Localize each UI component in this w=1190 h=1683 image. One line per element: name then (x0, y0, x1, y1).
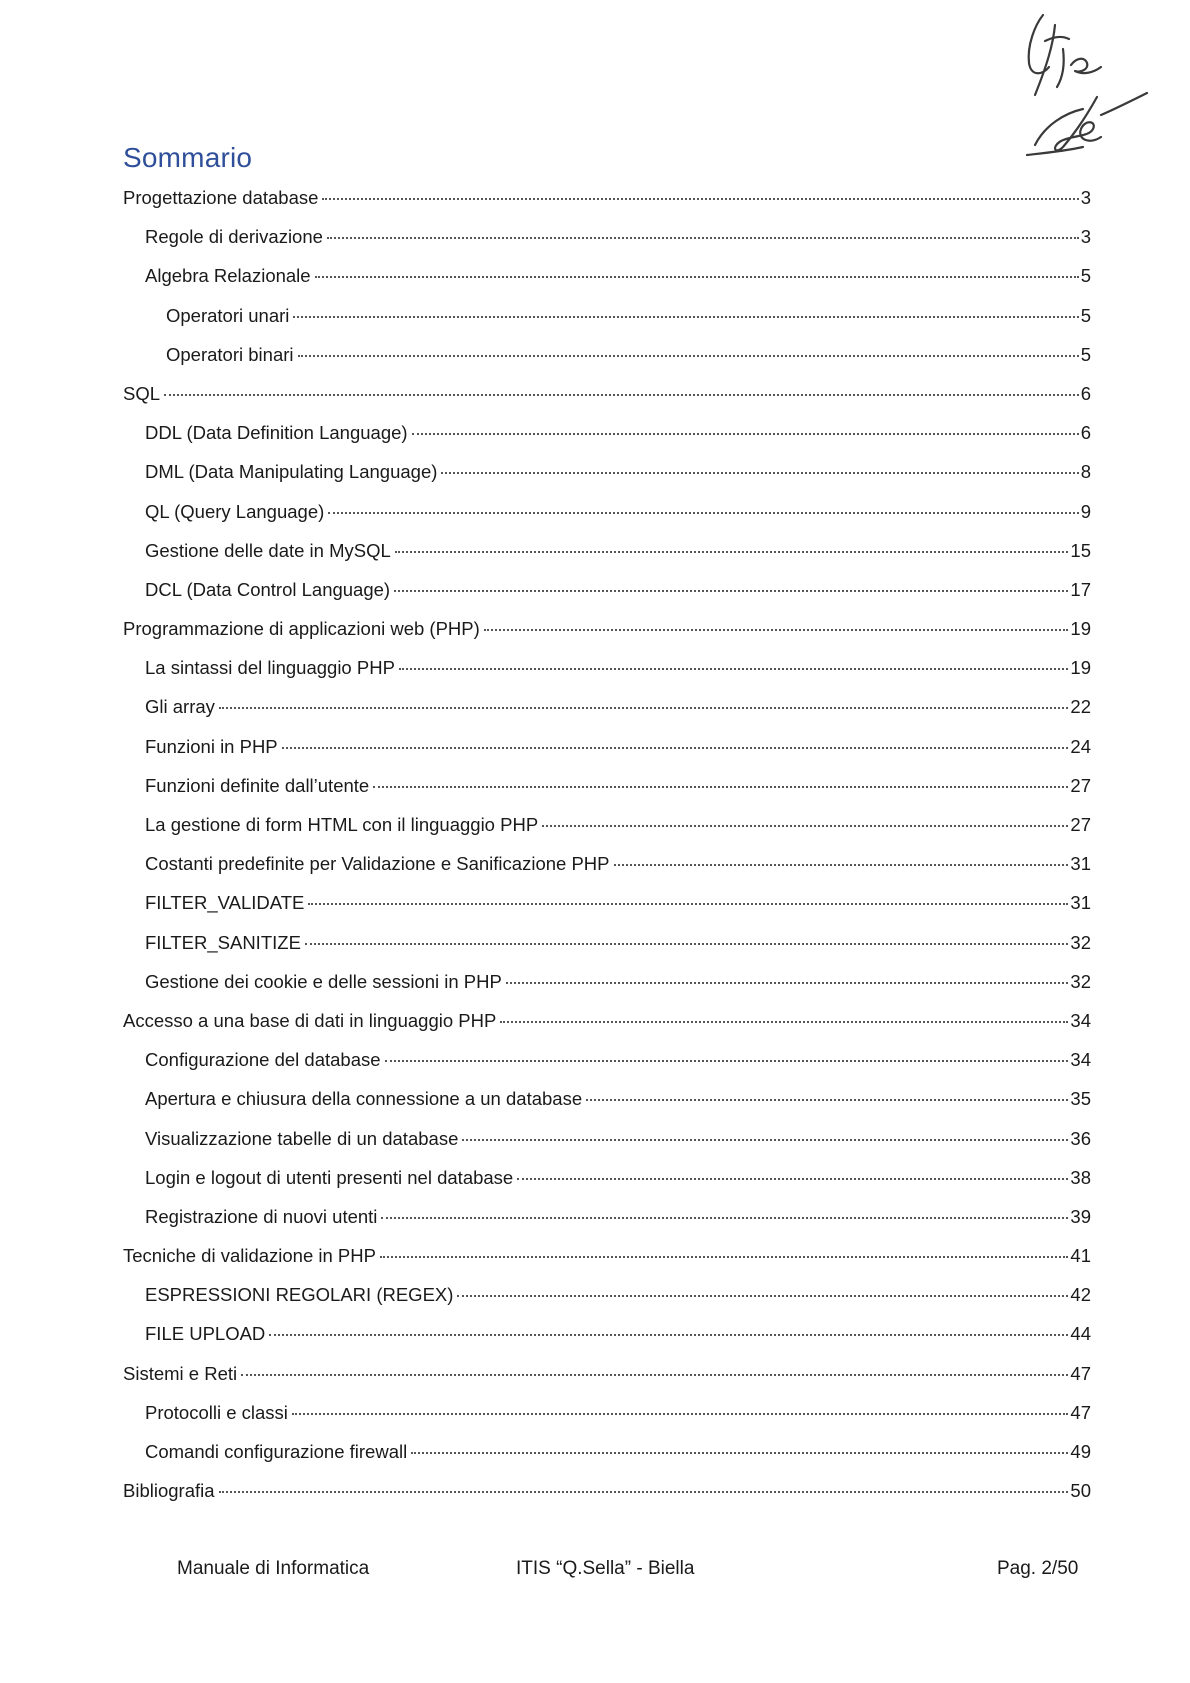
toc-entry[interactable] (123, 1128, 1091, 1167)
toc-entry-title: Sistemi e Reti (123, 1362, 238, 1384)
toc-entry-title: Protocolli e classi (145, 1401, 288, 1423)
toc-entry-page: 47 (1070, 1362, 1091, 1384)
toc-entry[interactable] (123, 814, 1091, 853)
toc-entry-page: 39 (1070, 1205, 1091, 1227)
toc-entry-page: 8 (1080, 461, 1091, 483)
toc-dot-leader (399, 668, 1069, 670)
toc-entry-page: 5 (1080, 343, 1091, 365)
toc-entry-title: FILE UPLOAD (145, 1323, 266, 1345)
toc-entry-page: 15 (1070, 539, 1091, 561)
toc-entry-title: La gestione di form HTML con il linguaggio PHP (145, 814, 539, 835)
toc-entry-page: 36 (1070, 1127, 1091, 1149)
toc-dot-leader (322, 198, 1078, 200)
toc-entry-page: 35 (1070, 1088, 1091, 1110)
toc-entry[interactable] (123, 971, 1091, 1010)
toc-entry[interactable] (123, 344, 1091, 383)
toc-entry-title: Progettazione database (123, 187, 319, 208)
toc-entry-title: Funzioni definite dall’utente (145, 774, 370, 796)
toc-entry-page: 32 (1070, 970, 1091, 992)
toc-entry[interactable] (123, 736, 1091, 775)
toc-entry-title: Regole di derivazione (145, 226, 323, 248)
toc-dot-leader (394, 590, 1068, 592)
toc-entry[interactable] (123, 1284, 1091, 1323)
toc-entry-title: Gli array (145, 696, 215, 718)
toc-entry-title: ESPRESSIONI REGOLARI (REGEX) (145, 1284, 454, 1306)
toc-dot-leader (219, 1491, 1069, 1493)
toc-entry-page: 6 (1080, 382, 1091, 404)
toc-entry[interactable] (123, 383, 1091, 422)
toc-dot-leader (412, 433, 1079, 435)
toc-entry[interactable] (123, 422, 1091, 461)
toc-entry-title: DCL (Data Control Language) (145, 578, 391, 600)
toc-entry[interactable] (123, 461, 1091, 500)
footer-school: ITIS “Q.Sella” - Biella (516, 1558, 695, 1579)
toc-entry-page: 31 (1070, 892, 1091, 914)
toc-entry[interactable] (123, 1167, 1091, 1206)
toc-entry[interactable] (123, 932, 1091, 971)
toc-entry-title: Gestione delle date in MySQL (145, 539, 391, 561)
toc-entry-title: Visualizzazione tabelle di un database (145, 1127, 459, 1149)
toc-dot-leader (462, 1139, 1068, 1141)
toc-entry-page: 22 (1070, 696, 1091, 718)
toc-entry-page: 5 (1080, 265, 1091, 287)
toc-entry-title: Tecniche di validazione in PHP (123, 1245, 376, 1267)
toc-dot-leader (298, 355, 1079, 357)
toc-dot-leader (484, 629, 1069, 631)
toc-entry-page: 6 (1080, 422, 1091, 444)
toc-dot-leader (586, 1099, 1068, 1101)
footer-page-number: Pag. 2/50 (997, 1558, 1079, 1579)
toc-entry-page: 27 (1070, 814, 1091, 835)
toc-entry[interactable] (123, 696, 1091, 735)
toc-entry-title: Apertura e chiusura della connessione a un database (145, 1088, 583, 1110)
toc-entry-page: 17 (1070, 578, 1091, 600)
table-of-contents (123, 187, 1091, 1519)
toc-entry-title: Algebra Relazionale (145, 265, 311, 287)
toc-dot-leader (500, 1021, 1068, 1023)
toc-entry[interactable] (123, 1480, 1091, 1519)
toc-entry[interactable] (123, 1049, 1091, 1088)
toc-entry[interactable] (123, 853, 1091, 892)
toc-entry[interactable] (123, 1245, 1091, 1284)
toc-dot-leader (506, 982, 1069, 984)
toc-entry-title: Costanti predefinite per Validazione e Sanificazione PHP (145, 853, 610, 875)
toc-dot-leader (385, 1060, 1069, 1062)
toc-entry[interactable] (123, 187, 1091, 226)
toc-entry-title: La sintassi del linguaggio PHP (145, 657, 395, 679)
toc-dot-leader (327, 237, 1079, 239)
toc-entry-page: 44 (1070, 1323, 1091, 1345)
toc-entry-title: DML (Data Manipulating Language) (145, 461, 438, 483)
toc-entry-page: 5 (1080, 304, 1091, 326)
toc-dot-leader (308, 903, 1068, 905)
toc-entry[interactable] (123, 892, 1091, 931)
toc-dot-leader (241, 1374, 1068, 1376)
toc-dot-leader (614, 864, 1069, 866)
toc-entry-title: QL (Query Language) (145, 500, 325, 522)
toc-title: Sommario (123, 142, 253, 173)
toc-entry-page: 3 (1080, 226, 1091, 248)
toc-entry-page: 3 (1080, 187, 1091, 208)
toc-entry-title: Funzioni in PHP (145, 735, 278, 757)
toc-entry-title: SQL (123, 382, 161, 404)
toc-entry-title: Bibliografia (123, 1480, 215, 1502)
toc-dot-leader (380, 1256, 1068, 1258)
toc-entry-page: 41 (1070, 1245, 1091, 1267)
toc-entry-title: Operatori binari (166, 343, 294, 365)
toc-entry[interactable] (123, 1402, 1091, 1441)
toc-entry-page: 50 (1070, 1480, 1091, 1502)
toc-entry-page: 32 (1070, 931, 1091, 953)
toc-entry-title: Registrazione di nuovi utenti (145, 1205, 378, 1227)
toc-entry[interactable] (123, 1010, 1091, 1049)
toc-dot-leader (381, 1217, 1068, 1219)
toc-entry-title: DDL (Data Definition Language) (145, 422, 408, 444)
toc-entry-page: 19 (1070, 618, 1091, 640)
toc-dot-leader (328, 512, 1078, 514)
toc-dot-leader (457, 1295, 1068, 1297)
toc-entry-page: 42 (1070, 1284, 1091, 1306)
toc-entry-title: Gestione dei cookie e delle sessioni in PHP (145, 970, 502, 992)
toc-entry[interactable] (123, 226, 1091, 265)
toc-entry[interactable] (123, 540, 1091, 579)
toc-dot-leader (293, 316, 1078, 318)
toc-entry-title: FILTER_SANITIZE (145, 931, 301, 953)
toc-entry[interactable] (123, 1441, 1091, 1480)
toc-entry[interactable] (123, 1363, 1091, 1402)
toc-entry[interactable] (123, 657, 1091, 696)
toc-entry[interactable] (123, 579, 1091, 618)
handwritten-signature (1005, 5, 1155, 170)
toc-entry[interactable] (123, 501, 1091, 540)
toc-dot-leader (411, 1452, 1068, 1454)
toc-entry-page: 31 (1070, 853, 1091, 875)
toc-entry-page: 9 (1080, 500, 1091, 522)
toc-entry-title: Accesso a una base di dati in linguaggio PHP (123, 1009, 497, 1031)
toc-entry[interactable] (123, 775, 1091, 814)
toc-entry[interactable] (123, 1323, 1091, 1362)
toc-dot-leader (282, 747, 1069, 749)
toc-entry[interactable] (123, 265, 1091, 304)
toc-entry[interactable] (123, 305, 1091, 344)
footer-document-title: Manuale di Informatica (177, 1558, 370, 1579)
toc-entry-page: 47 (1070, 1401, 1091, 1423)
toc-entry-page: 34 (1070, 1049, 1091, 1071)
toc-dot-leader (292, 1413, 1069, 1415)
toc-entry-page: 19 (1070, 657, 1091, 679)
toc-dot-leader (269, 1334, 1068, 1336)
toc-dot-leader (219, 707, 1069, 709)
toc-dot-leader (164, 394, 1079, 396)
toc-entry-title: Programmazione di applicazioni web (PHP) (123, 618, 480, 640)
toc-dot-leader (395, 551, 1069, 553)
toc-entry-page: 34 (1070, 1009, 1091, 1031)
toc-entry-page: 24 (1070, 735, 1091, 757)
toc-dot-leader (542, 825, 1068, 827)
toc-entry-page: 27 (1070, 774, 1091, 796)
toc-entry-title: Operatori unari (166, 304, 290, 326)
toc-entry-title: Login e logout di utenti presenti nel database (145, 1166, 514, 1188)
toc-entry-title: Comandi configurazione firewall (145, 1441, 408, 1462)
toc-entry[interactable] (123, 618, 1091, 657)
toc-entry-title: Configurazione del database (145, 1049, 381, 1071)
toc-entry[interactable] (123, 1088, 1091, 1127)
toc-dot-leader (315, 276, 1079, 278)
toc-entry-page: 49 (1070, 1441, 1091, 1462)
toc-entry-title: FILTER_VALIDATE (145, 892, 305, 914)
toc-dot-leader (517, 1178, 1068, 1180)
toc-dot-leader (373, 786, 1068, 788)
toc-entry[interactable] (123, 1206, 1091, 1245)
toc-dot-leader (441, 472, 1078, 474)
toc-entry-page: 38 (1070, 1166, 1091, 1188)
toc-dot-leader (305, 943, 1069, 945)
